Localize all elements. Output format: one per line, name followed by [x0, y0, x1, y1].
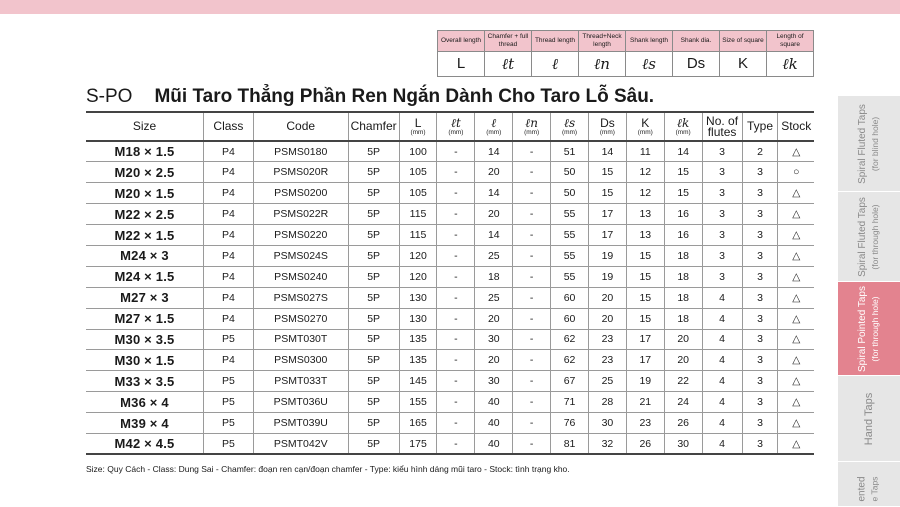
- cell-lk: 18: [664, 287, 702, 308]
- cell-Ds: 20: [588, 308, 626, 329]
- cell-ln: -: [513, 266, 551, 287]
- cell-class: P5: [203, 329, 253, 350]
- cell-lk: 18: [664, 266, 702, 287]
- cell-type: 3: [742, 183, 778, 204]
- cell-L: 130: [399, 308, 437, 329]
- cell-class: P4: [203, 204, 253, 225]
- cell-type: 3: [742, 413, 778, 434]
- cell-flutes: 4: [702, 413, 742, 434]
- cell-L: 120: [399, 266, 437, 287]
- cell-K: 15: [626, 287, 664, 308]
- cell-Ds: 19: [588, 266, 626, 287]
- cell-code: PSMS0220: [253, 225, 348, 246]
- cell-lt: -: [437, 141, 475, 162]
- cell-stock: △: [778, 371, 814, 392]
- legend-header: Thread length: [532, 31, 579, 52]
- cell-type: 3: [742, 371, 778, 392]
- cell-type: 3: [742, 266, 778, 287]
- cell-ln: -: [513, 245, 551, 266]
- cell-ls: 60: [551, 287, 589, 308]
- cell-l: 40: [475, 413, 513, 434]
- cell-type: 3: [742, 162, 778, 183]
- cell-stock: △: [778, 204, 814, 225]
- cell-Ds: 15: [588, 162, 626, 183]
- cell-lt: -: [437, 329, 475, 350]
- cell-size: M42 × 4.5: [86, 433, 203, 454]
- cell-lt: -: [437, 225, 475, 246]
- cell-L: 115: [399, 225, 437, 246]
- cell-stock: △: [778, 266, 814, 287]
- col-ls: ℓs (mm): [551, 112, 589, 141]
- cell-L: 135: [399, 350, 437, 371]
- cell-ls: 71: [551, 392, 589, 413]
- cell-L: 165: [399, 413, 437, 434]
- cell-K: 15: [626, 308, 664, 329]
- cell-Ds: 25: [588, 371, 626, 392]
- cell-size: M27 × 1.5: [86, 308, 203, 329]
- col-stock: Stock: [778, 112, 814, 141]
- cell-lk: 18: [664, 308, 702, 329]
- cell-class: P4: [203, 162, 253, 183]
- cell-flutes: 4: [702, 329, 742, 350]
- cell-ls: 50: [551, 183, 589, 204]
- cell-ls: 60: [551, 308, 589, 329]
- cell-Ds: 23: [588, 329, 626, 350]
- cell-stock: △: [778, 183, 814, 204]
- cell-flutes: 4: [702, 287, 742, 308]
- cell-L: 105: [399, 162, 437, 183]
- cell-ls: 76: [551, 413, 589, 434]
- cell-type: 3: [742, 287, 778, 308]
- cell-class: P5: [203, 433, 253, 454]
- cell-flutes: 4: [702, 350, 742, 371]
- cell-class: P4: [203, 287, 253, 308]
- cell-Ds: 28: [588, 392, 626, 413]
- tab-partial[interactable]: ented e Taps: [838, 462, 900, 507]
- cell-stock: △: [778, 392, 814, 413]
- legend-header: Length of square: [767, 31, 814, 52]
- cell-class: P5: [203, 392, 253, 413]
- cell-Ds: 14: [588, 141, 626, 162]
- legend-header-row: [438, 31, 814, 52]
- cell-flutes: 3: [702, 225, 742, 246]
- cell-size: M20 × 1.5: [86, 183, 203, 204]
- cell-stock: △: [778, 329, 814, 350]
- cell-ln: -: [513, 141, 551, 162]
- cell-Ds: 15: [588, 183, 626, 204]
- cell-code: PSMS0300: [253, 350, 348, 371]
- cell-L: 130: [399, 287, 437, 308]
- legend-header: Size of square: [720, 31, 767, 52]
- cell-code: PSMS0180: [253, 141, 348, 162]
- cell-lk: 30: [664, 433, 702, 454]
- cell-l: 14: [475, 141, 513, 162]
- legend-header: Thread+Neck length: [579, 31, 626, 52]
- cell-ln: -: [513, 329, 551, 350]
- cell-code: PSMT030T: [253, 329, 348, 350]
- col-K: K (mm): [626, 112, 664, 141]
- cell-lt: -: [437, 204, 475, 225]
- cell-lt: -: [437, 245, 475, 266]
- legend-header: Shank length: [626, 31, 673, 52]
- cell-flutes: 3: [702, 162, 742, 183]
- cell-l: 18: [475, 266, 513, 287]
- cell-ln: -: [513, 308, 551, 329]
- cell-ln: -: [513, 225, 551, 246]
- cell-chamfer: 5P: [348, 204, 399, 225]
- col-lk: ℓk (mm): [664, 112, 702, 141]
- cell-K: 13: [626, 225, 664, 246]
- cell-l: 25: [475, 287, 513, 308]
- cell-type: 3: [742, 204, 778, 225]
- tab-hand-taps[interactable]: Hand Taps: [838, 376, 900, 462]
- cell-type: 2: [742, 141, 778, 162]
- cell-stock: △: [778, 225, 814, 246]
- cell-ls: 55: [551, 204, 589, 225]
- table-row: [86, 183, 814, 204]
- cell-lk: 15: [664, 183, 702, 204]
- cell-lk: 24: [664, 392, 702, 413]
- cell-K: 23: [626, 413, 664, 434]
- cell-class: P4: [203, 183, 253, 204]
- cell-size: M30 × 1.5: [86, 350, 203, 371]
- cell-class: P4: [203, 245, 253, 266]
- cell-ls: 67: [551, 371, 589, 392]
- table-row: [86, 162, 814, 183]
- cell-size: M36 × 4: [86, 392, 203, 413]
- cell-K: 26: [626, 433, 664, 454]
- cell-lt: -: [437, 371, 475, 392]
- table-row: [86, 413, 814, 434]
- cell-flutes: 4: [702, 433, 742, 454]
- cell-K: 17: [626, 329, 664, 350]
- cell-flutes: 3: [702, 204, 742, 225]
- cell-chamfer: 5P: [348, 183, 399, 204]
- col-ln: ℓn (mm): [513, 112, 551, 141]
- cell-lk: 15: [664, 162, 702, 183]
- cell-code: PSMS0240: [253, 266, 348, 287]
- cell-ls: 51: [551, 141, 589, 162]
- cell-Ds: 17: [588, 225, 626, 246]
- cell-class: P4: [203, 225, 253, 246]
- cell-lt: -: [437, 413, 475, 434]
- series-code: S-PO: [86, 86, 133, 107]
- cell-ls: 55: [551, 245, 589, 266]
- tab-spiral-fluted-through[interactable]: Spiral Fluted Taps (for through hole): [838, 192, 900, 282]
- cell-class: P4: [203, 141, 253, 162]
- cell-l: 40: [475, 392, 513, 413]
- cell-l: 20: [475, 350, 513, 371]
- legend-symbol-row: [438, 52, 814, 77]
- cell-L: 100: [399, 141, 437, 162]
- cell-Ds: 23: [588, 350, 626, 371]
- cell-L: 145: [399, 371, 437, 392]
- cell-code: PSMT033T: [253, 371, 348, 392]
- cell-chamfer: 5P: [348, 308, 399, 329]
- cell-Ds: 17: [588, 204, 626, 225]
- cell-K: 11: [626, 141, 664, 162]
- cell-stock: △: [778, 287, 814, 308]
- cell-lk: 20: [664, 329, 702, 350]
- cell-L: 175: [399, 433, 437, 454]
- top-color-band: [0, 0, 900, 14]
- cell-type: 3: [742, 329, 778, 350]
- cell-l: 20: [475, 162, 513, 183]
- tab-spiral-fluted-blind[interactable]: Spiral Fluted Taps (for blind hole): [838, 96, 900, 192]
- cell-stock: ○: [778, 162, 814, 183]
- cell-code: PSMS024S: [253, 245, 348, 266]
- legend-symbol: ℓn: [579, 52, 626, 77]
- spec-table: [86, 111, 814, 455]
- table-row: [86, 392, 814, 413]
- table-row: [86, 329, 814, 350]
- cell-Ds: 32: [588, 433, 626, 454]
- cell-Ds: 19: [588, 245, 626, 266]
- table-row: [86, 371, 814, 392]
- legend-symbol: L: [438, 52, 485, 77]
- cell-type: 3: [742, 245, 778, 266]
- cell-ls: 81: [551, 433, 589, 454]
- cell-lk: 26: [664, 413, 702, 434]
- cell-size: M24 × 1.5: [86, 266, 203, 287]
- cell-K: 12: [626, 162, 664, 183]
- cell-ln: -: [513, 162, 551, 183]
- col-flutes: No. of flutes: [702, 112, 742, 141]
- cell-chamfer: 5P: [348, 371, 399, 392]
- table-row: [86, 350, 814, 371]
- cell-ln: -: [513, 392, 551, 413]
- cell-flutes: 3: [702, 245, 742, 266]
- cell-size: M22 × 2.5: [86, 204, 203, 225]
- legend-symbol: ℓ: [532, 52, 579, 77]
- cell-L: 135: [399, 329, 437, 350]
- cell-code: PSMT039U: [253, 413, 348, 434]
- table-row: [86, 245, 814, 266]
- legend-symbol: Ds: [673, 52, 720, 77]
- table-row: [86, 266, 814, 287]
- cell-l: 14: [475, 183, 513, 204]
- cell-stock: △: [778, 308, 814, 329]
- cell-L: 120: [399, 245, 437, 266]
- cell-code: PSMS0270: [253, 308, 348, 329]
- cell-ls: 55: [551, 225, 589, 246]
- cell-ln: -: [513, 371, 551, 392]
- title-text: Mũi Taro Thẳng Phần Ren Ngắn Dành Cho Taro Lỗ Sâu.: [154, 86, 655, 107]
- cell-size: M33 × 3.5: [86, 371, 203, 392]
- cell-ln: -: [513, 183, 551, 204]
- col-L: L (mm): [399, 112, 437, 141]
- cell-chamfer: 5P: [348, 141, 399, 162]
- cell-K: 13: [626, 204, 664, 225]
- col-lt: ℓt (mm): [437, 112, 475, 141]
- cell-Ds: 20: [588, 287, 626, 308]
- cell-size: M39 × 4: [86, 413, 203, 434]
- cell-l: 30: [475, 329, 513, 350]
- cell-lt: -: [437, 350, 475, 371]
- cell-lt: -: [437, 266, 475, 287]
- cell-lt: -: [437, 162, 475, 183]
- cell-lt: -: [437, 183, 475, 204]
- col-l: ℓ (mm): [475, 112, 513, 141]
- cell-ln: -: [513, 287, 551, 308]
- cell-flutes: 4: [702, 392, 742, 413]
- cell-L: 105: [399, 183, 437, 204]
- cell-l: 30: [475, 371, 513, 392]
- cell-flutes: 3: [702, 183, 742, 204]
- col-type: Type: [742, 112, 778, 141]
- cell-stock: △: [778, 433, 814, 454]
- cell-code: PSMS020R: [253, 162, 348, 183]
- cell-lk: 20: [664, 350, 702, 371]
- cell-chamfer: 5P: [348, 266, 399, 287]
- cell-ln: -: [513, 204, 551, 225]
- category-side-tabs: [838, 96, 900, 507]
- cell-ln: -: [513, 433, 551, 454]
- cell-type: 3: [742, 392, 778, 413]
- cell-l: 20: [475, 204, 513, 225]
- cell-code: PSMT036U: [253, 392, 348, 413]
- cell-lk: 18: [664, 245, 702, 266]
- cell-lt: -: [437, 287, 475, 308]
- legend-header: Chamfer + full thread: [485, 31, 532, 52]
- col-size: Size: [86, 112, 203, 141]
- table-row: [86, 225, 814, 246]
- cell-lk: 16: [664, 225, 702, 246]
- cell-flutes: 3: [702, 266, 742, 287]
- cell-K: 15: [626, 266, 664, 287]
- legend-symbol: ℓs: [626, 52, 673, 77]
- cell-chamfer: 5P: [348, 433, 399, 454]
- col-class: Class: [203, 112, 253, 141]
- cell-class: P5: [203, 413, 253, 434]
- cell-type: 3: [742, 225, 778, 246]
- legend-symbol: ℓt: [485, 52, 532, 77]
- cell-flutes: 4: [702, 371, 742, 392]
- cell-size: M18 × 1.5: [86, 141, 203, 162]
- cell-size: M30 × 3.5: [86, 329, 203, 350]
- table-row: [86, 433, 814, 454]
- cell-ln: -: [513, 413, 551, 434]
- cell-lk: 22: [664, 371, 702, 392]
- cell-l: 25: [475, 245, 513, 266]
- cell-size: M22 × 1.5: [86, 225, 203, 246]
- cell-K: 12: [626, 183, 664, 204]
- cell-ls: 62: [551, 350, 589, 371]
- cell-type: 3: [742, 308, 778, 329]
- cell-flutes: 3: [702, 141, 742, 162]
- cell-L: 155: [399, 392, 437, 413]
- table-row: [86, 308, 814, 329]
- cell-code: PSMT042V: [253, 433, 348, 454]
- cell-size: M24 × 3: [86, 245, 203, 266]
- footnote: Size: Quy Cách - Class: Dung Sai - Chamfer: đoạn ren cạn/đoạn chamfer - Type: kiểu hình dáng mũi taro - Stock: tình trạng kho.: [86, 464, 570, 474]
- cell-ls: 50: [551, 162, 589, 183]
- cell-l: 14: [475, 225, 513, 246]
- cell-size: M20 × 2.5: [86, 162, 203, 183]
- cell-size: M27 × 3: [86, 287, 203, 308]
- cell-K: 21: [626, 392, 664, 413]
- cell-lk: 14: [664, 141, 702, 162]
- cell-chamfer: 5P: [348, 329, 399, 350]
- legend-symbol: K: [720, 52, 767, 77]
- cell-lk: 16: [664, 204, 702, 225]
- cell-l: 40: [475, 433, 513, 454]
- cell-stock: △: [778, 245, 814, 266]
- table-row: [86, 141, 814, 162]
- cell-K: 19: [626, 371, 664, 392]
- col-code: Code: [253, 112, 348, 141]
- cell-stock: △: [778, 413, 814, 434]
- cell-code: PSMS0200: [253, 183, 348, 204]
- cell-ln: -: [513, 350, 551, 371]
- cell-code: PSMS027S: [253, 287, 348, 308]
- cell-chamfer: 5P: [348, 350, 399, 371]
- dimension-legend: [437, 30, 814, 77]
- cell-type: 3: [742, 350, 778, 371]
- legend-symbol: ℓk: [767, 52, 814, 77]
- cell-chamfer: 5P: [348, 245, 399, 266]
- cell-class: P4: [203, 308, 253, 329]
- cell-Ds: 30: [588, 413, 626, 434]
- cell-stock: △: [778, 350, 814, 371]
- cell-L: 115: [399, 204, 437, 225]
- cell-lt: -: [437, 392, 475, 413]
- cell-chamfer: 5P: [348, 162, 399, 183]
- cell-flutes: 4: [702, 308, 742, 329]
- cell-class: P4: [203, 266, 253, 287]
- cell-class: P5: [203, 371, 253, 392]
- cell-K: 15: [626, 245, 664, 266]
- legend-header: Shank dia.: [673, 31, 720, 52]
- cell-code: PSMS022R: [253, 204, 348, 225]
- cell-ls: 62: [551, 329, 589, 350]
- cell-stock: △: [778, 141, 814, 162]
- cell-chamfer: 5P: [348, 225, 399, 246]
- cell-l: 20: [475, 308, 513, 329]
- col-Ds: Ds (mm): [588, 112, 626, 141]
- cell-chamfer: 5P: [348, 392, 399, 413]
- table-row: [86, 204, 814, 225]
- cell-chamfer: 5P: [348, 413, 399, 434]
- cell-lt: -: [437, 433, 475, 454]
- page-title: [86, 86, 654, 108]
- cell-chamfer: 5P: [348, 287, 399, 308]
- tab-spiral-pointed-through[interactable]: Spiral Pointed Taps (for through hole): [838, 282, 900, 376]
- cell-K: 17: [626, 350, 664, 371]
- col-chamfer: Chamfer: [348, 112, 399, 141]
- cell-lt: -: [437, 308, 475, 329]
- table-header-row: [86, 112, 814, 141]
- cell-ls: 55: [551, 266, 589, 287]
- table-row: [86, 287, 814, 308]
- cell-class: P4: [203, 350, 253, 371]
- legend-header: Overall length: [438, 31, 485, 52]
- cell-type: 3: [742, 433, 778, 454]
